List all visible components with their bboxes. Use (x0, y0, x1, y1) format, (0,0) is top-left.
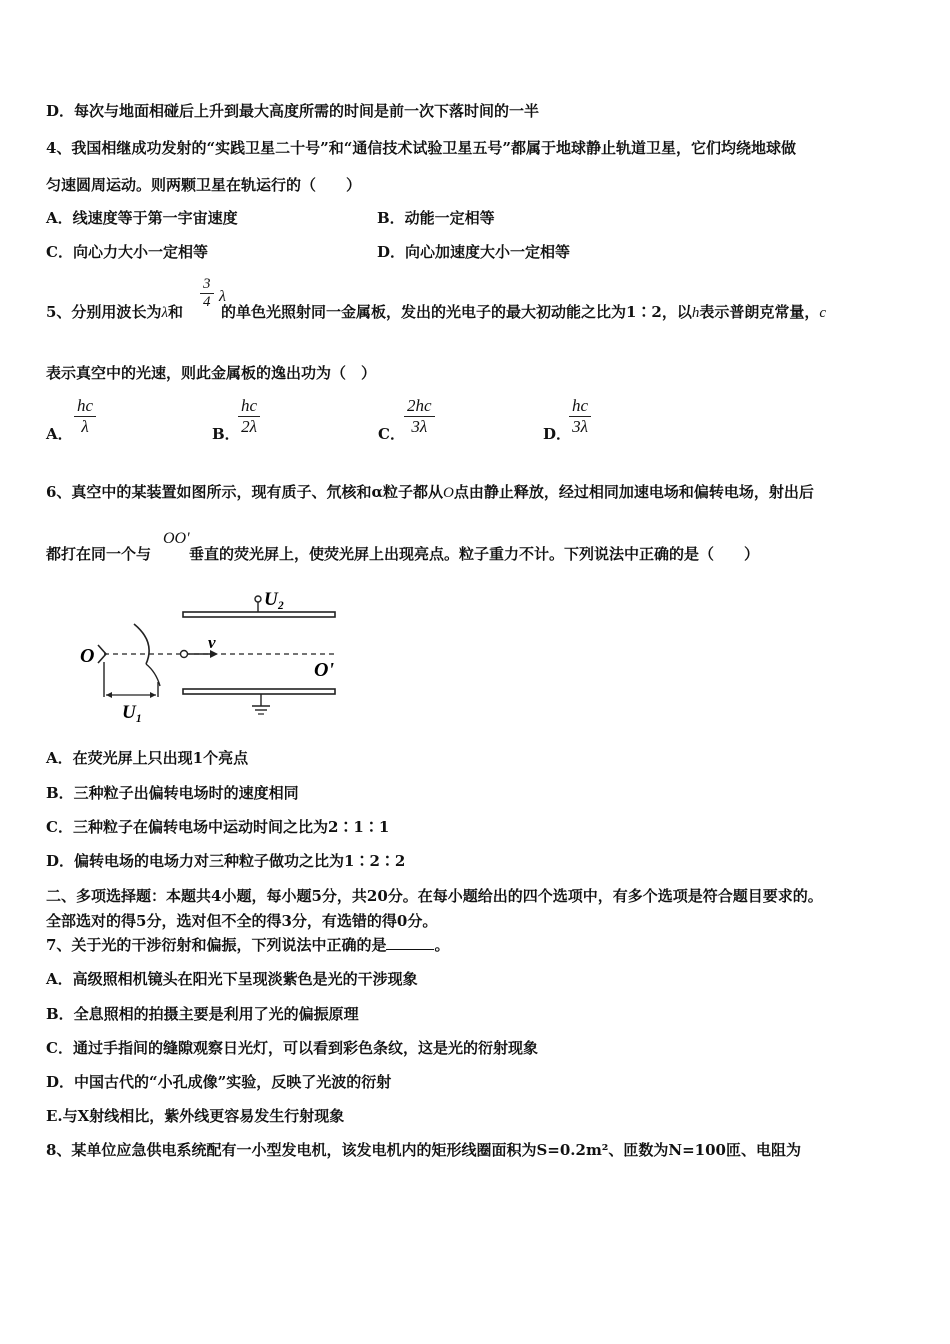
accelerating-electrode (134, 624, 149, 664)
q6-stem-line2: 都打在同一个与 垂直的荧光屏上，使荧光屏上出现亮点。粒子重力不计。下列说法中正确的是（ ） (46, 545, 760, 563)
q5-stem-pre: 5、分别用波长为 (46, 303, 162, 321)
q4-stem-line2: 匀速圆周运动。则两颗卫星在轨运行的（ ） (46, 176, 362, 194)
lower-plate (183, 689, 335, 694)
label-u1: U₁ (122, 702, 143, 723)
section2-header-line2: 全部选对的得5分，选对但不全的得3分，有选错的得0分。 (46, 912, 438, 930)
q5-option-c-label: C． (378, 425, 405, 443)
q4-option-a: A．线速度等于第一宇宙速度 (46, 209, 238, 227)
q6-option-b: B．三种粒子出偏转电场时的速度相同 (46, 784, 299, 802)
upper-plate (183, 612, 335, 617)
q5-option-a-label: A． (46, 425, 73, 443)
q5-lambda: λ (161, 305, 168, 321)
q7-stem: 7、关于光的干涉衍射和偏振，下列说法中正确的是 。 (46, 936, 450, 954)
q6-apparatus-figure (76, 582, 346, 727)
q5-stem-line1 (46, 301, 826, 322)
q6-option-a: A．在荧光屏上只出现1个亮点 (46, 749, 249, 767)
q5-option-b-label: B． (212, 425, 240, 443)
q5-option-a-fraction: hc λ (74, 396, 96, 437)
label-o: O (80, 645, 95, 667)
label-o-prime: O' (314, 659, 334, 681)
q4-option-b: B．动能一定相等 (377, 209, 495, 227)
q6-oo-prime: OO' (163, 530, 190, 547)
q4-stem-line1: 4、我国相继成功发射的“实践卫星二十号”和“通信技术试验卫星五号”都属于地球静止轨道卫星，它们均绕地球做 (46, 139, 796, 157)
q3-option-d: D．每次与地面相碰后上升到最大高度所需的时间是前一次下落时间的一半 (46, 102, 540, 120)
q6-stem-line1: 6、真空中的某装置如图所示，现有质子、氘核和α粒子都从O点由静止释放，经过相同加速电场和偏转电场，射出后 (46, 483, 814, 501)
q6-point-o: O (442, 485, 454, 501)
q7-option-d: D．中国古代的“小孔成像”实验，反映了光波的衍射 (46, 1073, 392, 1091)
q8-stem-line1: 8、某单位应急供电系统配有一小型发电机，该发电机内的矩形线圈面积为S=0.2m²、匝数为N=100匝、电阻为 (46, 1141, 801, 1159)
q5-stem-mid: 表示普朗克常量， (699, 303, 820, 321)
q7-answer-blank (386, 935, 434, 950)
q5-option-d-fraction: hc 3λ (569, 396, 591, 437)
q7-option-a: A．高级照相机镜头在阳光下呈现淡紫色是光的干涉现象 (46, 970, 418, 988)
q7-option-e: E.与X射线相比，紫外线更容易发生行射现象 (46, 1107, 345, 1125)
q5-c: c (819, 305, 827, 321)
q5-and: 和 (167, 303, 183, 321)
q5-option-d-label: D． (543, 425, 572, 443)
label-v: v (208, 633, 216, 652)
q7-option-b: B．全息照相的拍摄主要是利用了光的偏振原理 (46, 1005, 359, 1023)
q5-option-c-fraction: 2hc 3λ (404, 396, 435, 437)
section2-header-line1: 二、多项选择题：本题共4小题，每小题5分，共20分。在每小题给出的四个选项中，有多个选项是符合题目要求的。 (46, 887, 823, 905)
q5-stem-line2: 表示真空中的光速，则此金属板的逸出功为（ ） (46, 364, 377, 382)
q5-fraction-3-4: 3 4 (200, 276, 214, 311)
label-u2: U₂ (264, 589, 285, 610)
q5-h: h (691, 305, 700, 321)
q6-option-c: C．三种粒子在偏转电场中运动时间之比为2∶1∶1 (46, 818, 390, 836)
q5-option-b-fraction: hc 2λ (238, 396, 260, 437)
particle (181, 651, 188, 658)
q4-option-c: C．向心力大小一定相等 (46, 243, 208, 261)
q5-stem-post: 的单色光照射同一金属板，发出的光电子的最大初动能之比为1∶2，以 (220, 303, 692, 321)
q7-option-c: C．通过手指间的缝隙观察日光灯，可以看到彩色条纹，这是光的衍射现象 (46, 1039, 538, 1057)
q4-option-d: D．向心加速度大小一定相等 (377, 243, 571, 261)
q6-option-d: D．偏转电场的电场力对三种粒子做功之比为1∶2∶2 (46, 852, 406, 870)
q5-lambda-2: λ (219, 288, 226, 305)
